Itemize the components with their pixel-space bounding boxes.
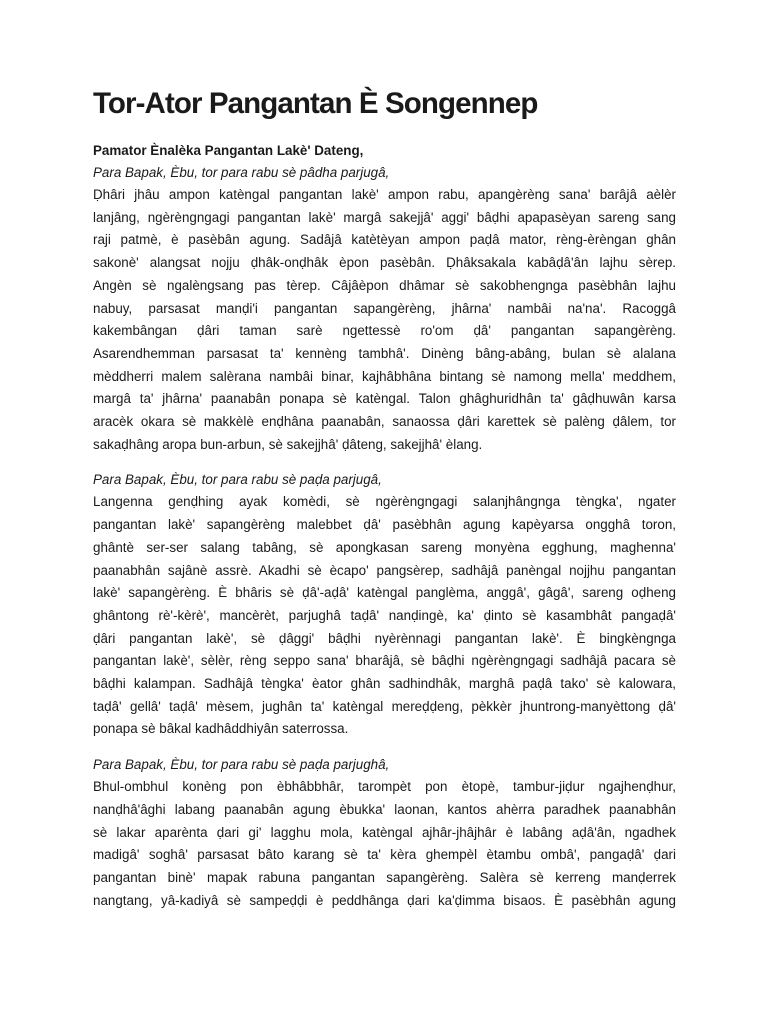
paragraph-line: sakaḍhâng aropa bun-arbun, sè sakejjhâ' ḍâteng, sakejjhâ' èlang. (93, 436, 483, 452)
paragraph-line: madigâ' soghâ' parsasat bâto karang sè ta' kèra ghempèl ètambu ombâ', pangaḍâ' ḍari (93, 847, 676, 863)
paragraph-line: ghântong rè'-kèrè', mancèrèt, parjughâ taḍâ' nanḍingè, ka' ḍinto sè kasambhât pangaḍâ' (93, 607, 676, 623)
salutation-2: Para Bapak, Èbu, tor para rabu sè paḍa parjugâ, (93, 472, 382, 488)
paragraph-line: lanjâng, ngèrèngngagi pangantan lakè' margâ sakejjâ' aggi' bâḍhi apapasèyan sareng sang (93, 209, 676, 225)
paragraph-line: kakembângan ḍâri taman sarè ngettessè ro'om ḍâ' pangantan sapangèrèng. (93, 323, 676, 339)
paragraph-line: margâ ta' jhârna' paanabân ponapa sè katèngal. Talon ghâghuridhân ta' gâḍhuwân karsa (93, 391, 676, 407)
paragraph-line: bâḍhi kalampan. Sadhâjâ tèngka' èator ghân sadhindhâk, marghâ paḍâ tako' sè kalowara, (93, 676, 676, 692)
paragraph-line: lakè' sapangèrèng. È bhâris sè ḍâ'-aḍâ' katèngal panglèma, anggâ', gâgâ', sareng oḍheng (93, 585, 676, 601)
paragraph-line: Angèn sè ngalèngsang pas tèrep. Câjâèpon dhâmar sè sakobhengnga pasèbhân lajhu (93, 277, 676, 293)
paragraph-3 (93, 776, 676, 912)
greeting-line: Pamator Ènalèka Pangantan Lakè' Dateng, (93, 143, 364, 158)
paragraph-line: Langenna genḍhing ayak komèdi, sè ngèrèngngagi salanjhângnga tèngka', ngater (93, 494, 676, 510)
paragraph-line: aracèk okara sè makkèlè enḍhâna paanabân, sanaossa ḍâri karettek sè palèng ḍâlem, tor (93, 414, 676, 430)
paragraph-line: sakonè' alangsat nojju ḍhâk-onḍhâk èpon pasèbân. Ḍhâksakala kabâḍâ'ân lajhu sèrep. (93, 255, 676, 271)
paragraph-line: sè lakar aparènta ḍari gi' lagghu mola, katèngal ajhâr-jhâjhâr è labâng aḍâ'ân, ngadhek (93, 824, 676, 840)
paragraph-line: ponapa sè bâkal kadhâddhiyân saterrossa. (93, 721, 349, 737)
paragraph-line: Bhul-ombhul konèng pon èbhâbbhâr, tarompèt pon ètopè, tambur-jiḍur ngajhenḍhur, (93, 779, 676, 795)
document-page (93, 86, 676, 912)
paragraph-2 (93, 491, 676, 741)
salutation-1: Para Bapak, Èbu, tor para rabu sè pâdha parjugâ, (93, 165, 390, 180)
paragraph-line: pangantan binè' mapak rabuna pangantan sapangèrèng. Salèra sè kerreng manḍerrek (93, 869, 676, 885)
paragraph-line: Ḍhâri jhâu ampon katèngal pangantan lakè' ampon rabu, apangèrèng sana' barâjâ aèlèr (93, 187, 676, 202)
paragraph-line: pangantan lakè' sapangèrèng malebbet ḍâ' pasèbhân agung kapèyarsa ongghâ toron, (93, 517, 676, 533)
paragraph-line: mèddherri malem salèrana nambâi binar, kajhâbhâna bintang sè namong mella' meddhem, (93, 368, 676, 384)
paragraph-line: nabuy, parsasat manḍi'i pangantan sapangèrèng, jhârna' nambâi na'na'. Racoggâ (93, 300, 676, 316)
paragraph-line: nanḍhâ'âghi labang paanabân agung èbukka' laonan, kantos ahèrra paradhek paanabhân (93, 801, 676, 817)
paragraph-line: paanabhân sajânè assrè. Akadhi sè ècapo' pangsèrep, sadhâjâ panèngal nojjhu pangantan (93, 562, 676, 578)
paragraph-line: pangantan lakè', sèlèr, rèng seppo sana' bharâjâ, sè bâḍhi ngèrèngngagi sadhâjâ pacara sè (93, 653, 676, 669)
salutation-3: Para Bapak, Èbu, tor para rabu sè paḍa parjughâ, (93, 757, 390, 773)
paragraph-line: ghântè ser-ser salang tabâng, sè apongkasan sareng monyèna egghung, maghenna' (93, 539, 676, 555)
paragraph-line: nangtang, yâ-kadiyâ sè sampeḍḍi è peddhânga ḍari ka'ḍimma bisaos. È pasèbhân agung (93, 892, 676, 908)
paragraph-line: raji patmè, è pasèbân agung. Sadâjâ katètèyan ampon paḍâ mator, rèng-èrèngan ghân (93, 232, 676, 248)
paragraph-1 (93, 184, 676, 456)
paragraph-line: taḍâ' gellâ' taḍâ' mèsem, jughân ta' katèngal mereḍḍeng, pèkkèr jhuntrong-manyèttong ḍâ' (93, 698, 676, 714)
document-title: Tor-Ator Pangantan È Songennep (93, 87, 538, 120)
paragraph-line: Asarendhemman parsasat ta' kennèng tambhâ'. Dinèng bâng-abâng, bulan sè alalana (93, 345, 676, 361)
paragraph-line: ḍâri pangantan lakè', sè ḍâggi' bâḍhi nyèrènnagi pangantan lakè'. È bingkèngnga (93, 630, 676, 646)
